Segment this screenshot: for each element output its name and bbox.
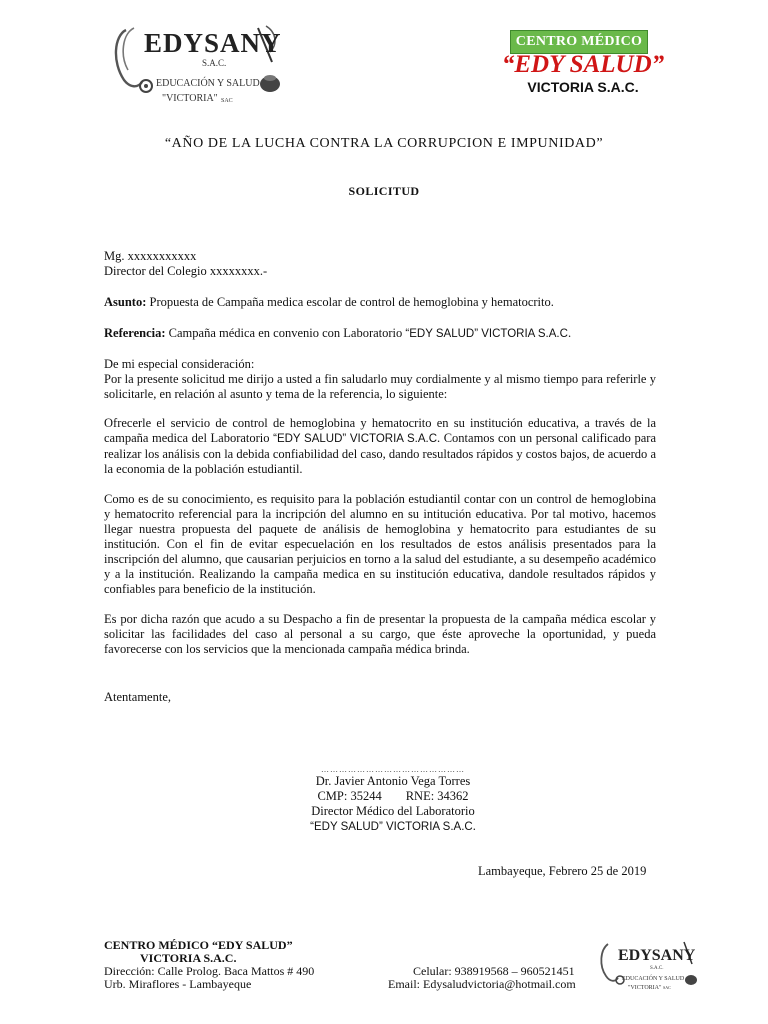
paragraph-3: Como es de su conocimiento, es requisito para la población estudiantil contar con un control de hemoglobina y hematocrito referencial para la incripción del alumno en su intitución educativa. Por tal motivo, hacemos llegar nuestra propuesta del paquete de análisis de hemoglobina y hematocrito para estudiantes de su institución. Con el fin de evitar especuelación en los resultados de estos análisis presentados para la inscripción del alumno, que causarian perjuicios en torno a la salud del estudiante, a su desempeño académico y a la institución. Realizando la campaña medica en su institución educativa, dandole resultados rápidos y confiables para beneficio de la institución. bbox=[104, 492, 656, 596]
signer-role: Director Médico del Laboratorio bbox=[311, 804, 475, 818]
subject-text: Propuesta de Campaña medica escolar de control de hemoglobina y hematocrito. bbox=[146, 295, 554, 309]
paragraph-1: Por la presente solicitud me dirijo a usted a fin saludarlo muy cordialmente y al mismo tiempo para referirle y solicitarle, en relación al asunto y tema de la referencia, lo siguiente: bbox=[104, 372, 656, 401]
stethoscope-icon bbox=[596, 938, 700, 994]
svg-text:S.A.C.: S.A.C. bbox=[202, 58, 227, 68]
edy-salud-wordmark: “EDY SALUD” bbox=[501, 51, 665, 78]
paragraph-2: Ofrecerle el servicio de control de hemoglobina y hematocrito en su institución educativa, a través de la campaña medica del Laboratorio “EDY SALUD” VICTORIA S.A.C. Contamos con un personal calificado para realizar los análisis con la debida confiabilidad del caso, dando resultados rápidos y costos bajos, de acuerdo a la economia de la población estudiantil. bbox=[104, 416, 656, 476]
edysany-logo bbox=[108, 22, 286, 110]
reference-text: Campaña médica en convenio con Laboratorio bbox=[165, 326, 406, 340]
footer-email: Email: Edysaludvictoria@hotmail.com bbox=[388, 977, 576, 991]
signer-org: “EDY SALUD” VICTORIA S.A.C. bbox=[310, 819, 476, 833]
subject-label: Asunto: bbox=[104, 295, 147, 309]
recipient-role: Director del Colegio xxxxxxxx.- bbox=[104, 264, 268, 278]
svg-text:EDUCACIÓN Y SALUD: EDUCACIÓN Y SALUD bbox=[622, 976, 685, 982]
signer-registrations: CMP: 35244 RNE: 34362 bbox=[317, 789, 469, 803]
svg-text:SAC: SAC bbox=[663, 985, 671, 990]
footer-company: CENTRO MÉDICO “EDY SALUD” bbox=[104, 938, 293, 952]
reference-label: Referencia: bbox=[104, 326, 166, 340]
signature-block bbox=[290, 766, 496, 835]
footer-phone: Celular: 938919568 – 960521451 bbox=[413, 964, 575, 978]
svg-text:SAC: SAC bbox=[221, 98, 233, 104]
svg-text:EDUCACIÓN Y SALUD: EDUCACIÓN Y SALUD bbox=[156, 78, 260, 89]
svg-text:S.A.C.: S.A.C. bbox=[650, 966, 664, 971]
subject-line bbox=[104, 295, 656, 310]
svg-text:EDYSANY: EDYSANY bbox=[618, 947, 696, 964]
edysany-footer-logo bbox=[596, 938, 700, 994]
recipient-name: Mg. xxxxxxxxxxx bbox=[104, 249, 197, 263]
svg-text:"VICTORIA": "VICTORIA" bbox=[162, 93, 218, 104]
signer-name: Dr. Javier Antonio Vega Torres bbox=[315, 774, 471, 788]
reference-org: “EDY SALUD” VICTORIA S.A.C bbox=[405, 328, 568, 340]
greeting: De mi especial consideración: bbox=[104, 357, 255, 371]
svg-text:EDYSANY: EDYSANY bbox=[144, 28, 282, 58]
paragraph-4: Es por dicha razón que acudo a su Despacho a fin de presentar la propuesta de la campaña médica escolar y solicitar las facilidades del caso al personal a su cargo, que éste aproveche la oportunidad, y pueda favorecerse con los servicios que la mencionada campaña médica brinda. bbox=[104, 612, 656, 656]
footer-district: Urb. Miraflores - Lambayeque bbox=[104, 977, 252, 991]
letter-date: Lambayeque, Febrero 25 de 2019 bbox=[478, 864, 647, 878]
centro-medico-label: CENTRO MÉDICO bbox=[515, 34, 643, 49]
signature-line: ………………………………………… bbox=[321, 765, 465, 774]
footer-address: Dirección: Calle Prolog. Baca Mattos # 490 bbox=[104, 964, 315, 978]
victoria-sac-label: VICTORIA S.A.C. bbox=[527, 79, 639, 95]
letter-body bbox=[104, 249, 656, 705]
svg-text:"VICTORIA": "VICTORIA" bbox=[628, 985, 662, 991]
stethoscope-icon bbox=[108, 22, 286, 110]
footer-company-sub: VICTORIA S.A.C. bbox=[140, 951, 237, 965]
document-title: SOLICITUD bbox=[348, 184, 420, 198]
paragraph-2-org: “EDY SALUD” VICTORIA S.A.C bbox=[273, 433, 438, 445]
reference-line: Referencia: Campaña médica en convenio con Laboratorio “EDY SALUD” VICTORIA S.A.C. bbox=[104, 326, 572, 340]
closing: Atentamente, bbox=[104, 690, 171, 704]
letterhead-footer bbox=[104, 939, 584, 991]
year-motto: “AÑO DE LA LUCHA CONTRA LA CORRUPCION E IMPUNIDAD” bbox=[164, 136, 604, 151]
